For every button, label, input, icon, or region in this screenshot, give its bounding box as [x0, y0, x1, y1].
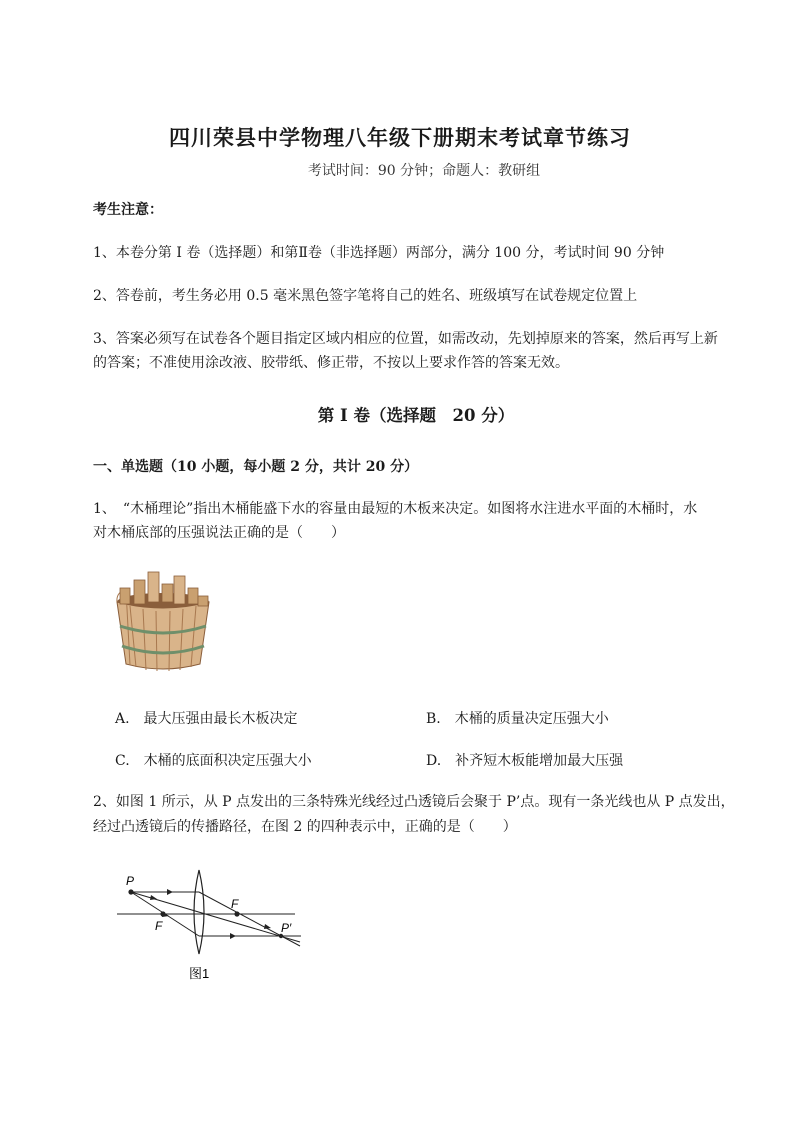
notice-heading: 考生注意：	[93, 202, 163, 218]
notice-item-3: 3、答案必须写在试卷各个题目指定区域内相应的位置，如需改动，先划掉原来的答案，然后再写上新	[93, 331, 718, 347]
q1-option-c[interactable]: C. 木桶的底面积决定压强大小	[115, 753, 312, 769]
q1-option-d[interactable]: D. 补齐短木板能增加最大压强	[426, 753, 624, 769]
label-p-prime: P′	[281, 921, 292, 935]
q1-option-b[interactable]: B. 木桶的质量决定压强大小	[426, 711, 609, 727]
wooden-bucket-image	[112, 566, 214, 674]
notice-item-3-cont: 的答案；不准使用涂改液、胶带纸、修正带，不按以上要求作答的答案无效。	[93, 355, 569, 371]
label-p: P	[126, 874, 135, 888]
part-heading: 一、单选题（10 小题，每小题 2 分，共计 20 分）	[93, 459, 419, 475]
figure-caption: 图1	[189, 966, 210, 981]
question-1-line-1: 1、 “木桶理论”指出木桶能盛下水的容量由最短的木板来决定。如图将水注进水平面的木桶时，水	[93, 501, 698, 517]
notice-item-1: 1、本卷分第 I 卷（选择题）和第Ⅱ卷（非选择题）两部分，满分 100 分，考试时间 90 分钟	[93, 245, 665, 261]
label-f-right: F	[231, 897, 239, 911]
question-2-line-2: 经过凸透镜后的传播路径，在图 2 的四种表示中，正确的是（ ）	[93, 819, 517, 835]
lens-diagram-figure-1	[115, 866, 315, 986]
q1-option-a[interactable]: A. 最大压强由最长木板决定	[115, 711, 298, 727]
question-2-line-1: 2、如图 1 所示，从 P 点发出的三条特殊光线经过凸透镜后会聚于 P’点。现有一条光线也从 P 点发出，	[93, 794, 735, 810]
section-title: 第 I 卷（选择题 20 分）	[317, 406, 515, 425]
page-title: 四川荣县中学物理八年级下册期末考试章节练习	[169, 125, 631, 150]
question-1-line-2: 对木桶底部的压强说法正确的是（ ）	[93, 525, 345, 541]
label-f-left: F	[155, 919, 163, 933]
page-subtitle: 考试时间：90 分钟；命题人：教研组	[307, 163, 541, 179]
notice-item-2: 2、答卷前，考生务必用 0.5 毫米黑色签字笔将自己的姓名、班级填写在试卷规定位置上	[93, 288, 638, 304]
